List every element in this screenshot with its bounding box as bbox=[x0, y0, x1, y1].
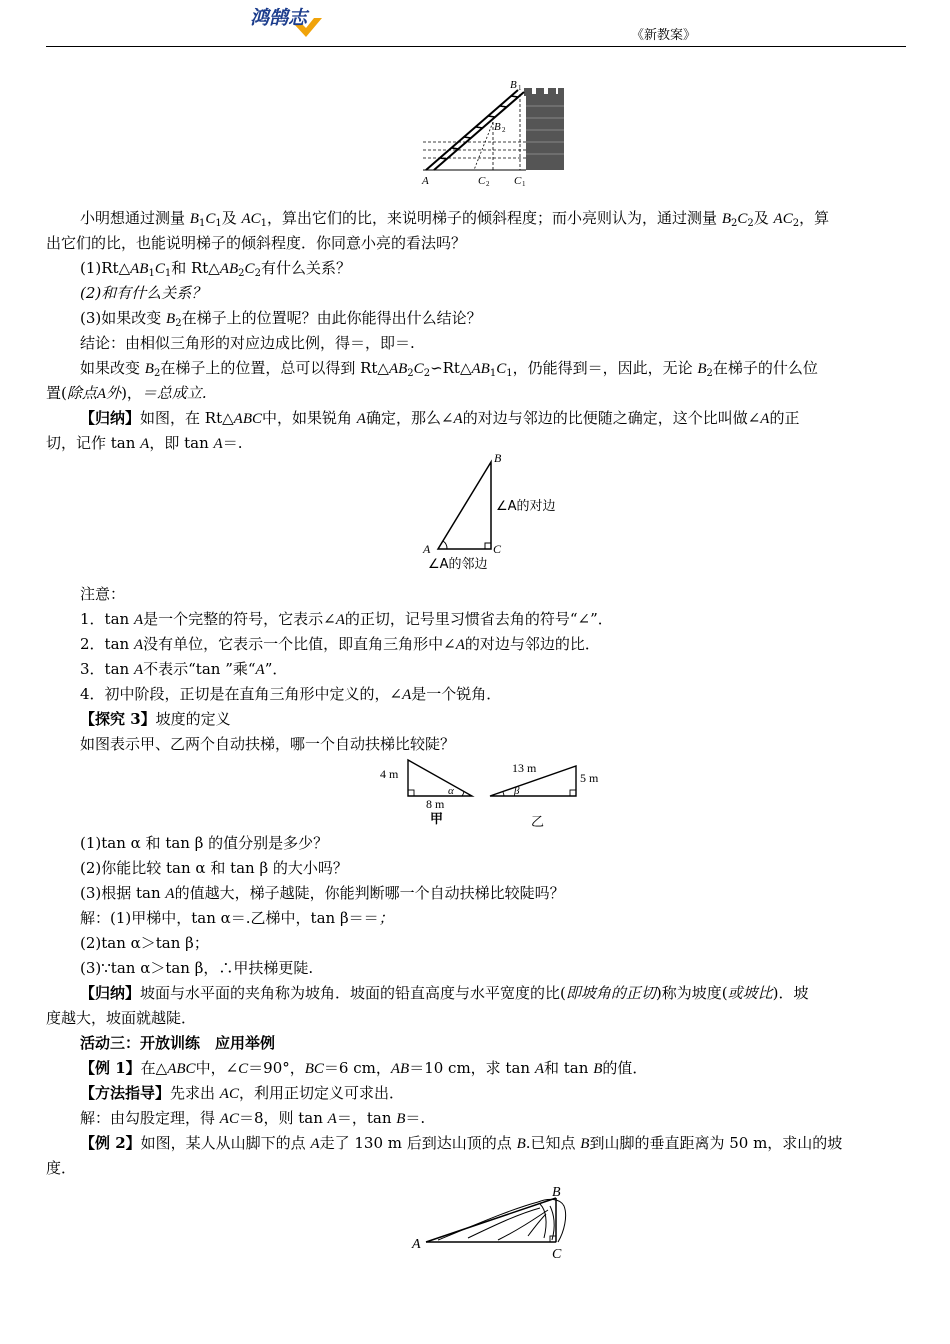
svg-text:B: B bbox=[552, 1185, 561, 1200]
svg-text:B: B bbox=[510, 79, 517, 91]
svg-text:C: C bbox=[493, 542, 502, 556]
svg-text:B: B bbox=[494, 452, 502, 465]
method-guide: 【方法指导】先求出 AC，利用正切定义可求出． bbox=[80, 1084, 404, 1102]
escalator-q2: (2)你能比较 tan α 和 tan β 的大小吗？ bbox=[80, 859, 348, 877]
example-2: 【例 2】如图，某人从山脚下的点 A走了 130 m 后到达山顶的点 B.已知点 B到山脚的垂直距离为 50 m，求山的坡 bbox=[80, 1134, 843, 1152]
ladder-figure bbox=[418, 76, 568, 188]
activity-3-heading: 活动三：开放训练 应用举例 bbox=[80, 1034, 276, 1052]
right-triangle-figure bbox=[420, 452, 570, 574]
escalator-figure bbox=[376, 756, 611, 832]
svg-text:β: β bbox=[514, 785, 520, 797]
summary-slope: 【归纳】坡面与水平面的夹角称为坡角．坡面的铅直高度与水平宽度的比(即坡角的正切)称为坡度(或坡比)．坡 bbox=[80, 984, 809, 1002]
svg-text:乙: 乙 bbox=[531, 815, 545, 830]
mountain-figure bbox=[408, 1180, 578, 1262]
wall bbox=[526, 94, 564, 170]
svg-text:鸿鹄志: 鸿鹄志 bbox=[250, 7, 308, 29]
note-3: 3．tan A不表示“tan ”乘“A”． bbox=[80, 660, 288, 678]
svg-text:13 m: 13 m bbox=[512, 761, 537, 775]
svg-text:α: α bbox=[448, 785, 454, 797]
triangle-abc bbox=[438, 462, 491, 549]
example-1: 【例 1】在△ABC中，∠C＝90°，BC＝6 cm，AB＝10 cm，求 tan A和 tan B的值． bbox=[80, 1059, 648, 1077]
summary-slope-cont: 度越大，坡面就越陡． bbox=[46, 1009, 197, 1027]
svg-text:4 m: 4 m bbox=[380, 767, 399, 781]
question-1: $(1)Rt\triangle AB_1C_1$和 $Rt\triangle AB_2C_2$有什么关系？ bbox=[80, 259, 351, 279]
conclusion: 结论：由相似三角形的对应边成比例，得＝，即＝. bbox=[80, 334, 415, 352]
note-1: 1．tan A是一个完整的符号，它表示∠A的正切，记号里习惯省去角的符号“∠”． bbox=[80, 610, 613, 628]
paragraph-ladder: 小明想通过测量 $B_1C_1$及 $AC_1$，算出它们的比，来说明梯子的倾斜程度；而小亮则认为，通过测量 $B_2C_2$及 $AC_2$，算 bbox=[80, 209, 830, 229]
svg-text:A: A bbox=[412, 1237, 421, 1252]
svg-text:A: A bbox=[423, 542, 431, 556]
svg-text:C: C bbox=[514, 175, 522, 187]
svg-text:B: B bbox=[494, 121, 501, 133]
notes-title: 注意： bbox=[80, 585, 126, 603]
publisher-logo bbox=[246, 4, 356, 38]
svg-text:∠A的对边: ∠A的对边 bbox=[496, 499, 556, 514]
escalator-q1: (1)tan α 和 tan β 的值分别是多少？ bbox=[80, 834, 329, 852]
summary-tangent: 【归纳】如图，在 Rt△ABC中，如果锐角 A确定，那么∠A的对边与邻边的比便随之确定，这个比叫做∠A的正 bbox=[80, 409, 800, 427]
svg-text:1: 1 bbox=[522, 180, 526, 188]
svg-text:C: C bbox=[478, 175, 486, 187]
escalator-yi bbox=[490, 761, 599, 830]
escalator-solution-2: (2)tan α＞tan β； bbox=[80, 934, 209, 952]
note-4: 4．初中阶段，正切是在直角三角形中定义的，∠A是一个锐角． bbox=[80, 685, 502, 703]
svg-text:C: C bbox=[552, 1247, 562, 1262]
escalator-solution-1: 解：(1)甲梯中，tan α＝.乙梯中，tan β＝＝； bbox=[80, 909, 394, 927]
escalator-q3: (3)根据 tan A的值越大，梯子越陡，你能判断哪一个自动扶梯比较陡吗？ bbox=[80, 884, 565, 902]
svg-text:8 m: 8 m bbox=[426, 797, 445, 811]
page-header bbox=[46, 0, 906, 47]
question-3: (3)如果改变 $B_2$在梯子上的位置呢？由此你能得出什么结论？ bbox=[80, 309, 482, 329]
escalator-solution-3: (3)∵tan α＞tan β，∴甲扶梯更陡. bbox=[80, 959, 314, 977]
example-2-cont: 度． bbox=[46, 1159, 77, 1177]
svg-text:5 m: 5 m bbox=[580, 771, 599, 785]
svg-text:A: A bbox=[422, 175, 429, 187]
book-title: 《新教案》 bbox=[630, 27, 696, 42]
svg-text:甲: 甲 bbox=[430, 812, 444, 827]
svg-text:2: 2 bbox=[486, 180, 490, 188]
paragraph-general-cont: 置(除点A外)，＝总成立. bbox=[46, 384, 207, 402]
svg-text:2: 2 bbox=[502, 126, 506, 134]
explore-3-heading: 【探究 3】坡度的定义 bbox=[80, 710, 231, 728]
escalator-jia bbox=[380, 760, 472, 827]
example-1-solution: 解：由勾股定理，得 AC＝8，则 tan A＝，tan B＝. bbox=[80, 1109, 426, 1127]
question-2: (2)和有什么关系？ bbox=[80, 284, 207, 302]
escalator-question: 如图表示甲、乙两个自动扶梯，哪一个自动扶梯比较陡？ bbox=[80, 735, 456, 753]
paragraph-ladder-cont: 出它们的比，也能说明梯子的倾斜程度．你同意小亮的看法吗？ bbox=[46, 234, 467, 252]
summary-tangent-cont: 切，记作 tan A，即 tan A＝. bbox=[46, 434, 243, 452]
svg-text:1: 1 bbox=[518, 84, 522, 92]
svg-text:∠A的邻边: ∠A的邻边 bbox=[428, 557, 488, 572]
note-2: 2．tan A没有单位，它表示一个比值，即直角三角形中∠A的对边与邻边的比． bbox=[80, 635, 600, 653]
paragraph-general: 如果改变 $B_2$在梯子上的位置，总可以得到 $Rt\triangle AB_2C_2∽Rt\triangle AB_1C_1$，仍能得到＝，因此，无论 $B_2$在梯子的什么位 bbox=[80, 359, 818, 379]
